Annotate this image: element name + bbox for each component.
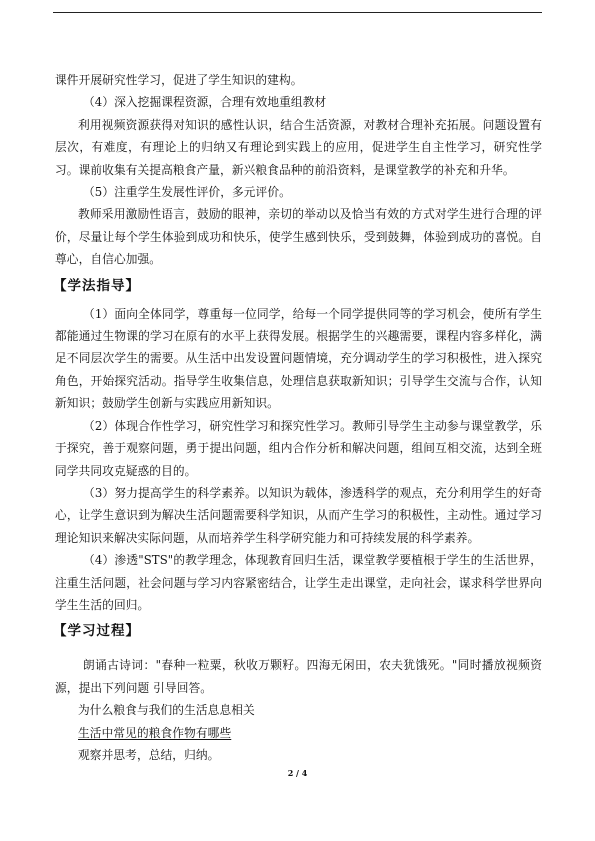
paragraph: 教师采用激励性语言，鼓励的眼神，亲切的举动以及恰当有效的方式对学生进行合理的评价，尽量让每个学生体验到成功和快乐，使学生感到快乐，受到鼓舞，体验到成功的喜悦。自尊心，自信心加强。 xyxy=(55,207,542,267)
paragraph: （2）体现合作性学习，研究性学习和探究性学习。教师引导学生主动参与课堂教学，乐于探究，善于观察问题，勇于提出问题，组内合作分析和解决问题，组间互相交流，达到全班同学共同攻克疑惑的目的。 xyxy=(55,418,542,478)
section-heading-study-guide: 【学法指导】 xyxy=(53,277,140,294)
question-item: 观察并思考，总结，归纳。 xyxy=(78,747,220,762)
underlined-text: 生活中常见的粮食作物有哪些 xyxy=(78,725,232,740)
paragraph: （5）注重学生发展性评价，多元评价。 xyxy=(83,185,291,200)
paragraph: （3）努力提高学生的科学素养。以知识为载体，渗透科学的观点，充分利用学生的好奇心，让学生意识到为解决生活问题需要科学知识，从而产生学习的积极性，主动性。通过学习理论知识来解决实际问题，从而培养学生科学研究能力和可持续发展的科学素养。 xyxy=(55,485,542,545)
question-item xyxy=(55,722,542,744)
page-number: 2 / 4 xyxy=(287,768,308,778)
paragraph: （4）渗透"STS"的教学理念，体现教育回归生活，课堂教学要植根于学生的生活世界，注重生活问题，社会问题与学习内容紧密结合，让学生走出课堂，走向社会，谋求科学世界向学生生活的回归。 xyxy=(55,553,542,612)
paragraph: （1）面向全体同学，尊重每一位同学，给每一个同学提供同等的学习机会，使所有学生都能通过生物课的学习在原有的水平上获得发展。根据学生的兴趣需要，课程内容多样化，满足不同层次学生的需要。从生活中出发设置问题情境，充分调动学生的学习积极性，进入探究角色，开始探究活动。指导学生收集信息，处理信息获取新知识；引导学生交流与合作，认知新知识；鼓励学生创新与实践应用新知识。 xyxy=(55,306,542,411)
paragraph: 利用视频资源获得对知识的感性认识，结合生活资源，对教材合理补充拓展。问题设置有层次，有难度，有理论上的归纳又有理论到实践上的应用，促进学生自主性学习，研究性学习。课前收集有关提高粮食产量，新兴粮食品种的前沿资料，是课堂教学的补充和升华。 xyxy=(55,117,542,177)
paragraph: 课件开展研究性学习，促进了学生知识的建构。 xyxy=(55,73,303,87)
question-item: 为什么粮食与我们的生活息息相关 xyxy=(78,703,255,718)
paragraph: （4）深入挖掘课程资源，合理有效地重组教材 xyxy=(83,95,327,110)
header-rule xyxy=(53,12,542,13)
document-body xyxy=(55,69,542,766)
section-heading-learning-process: 【学习过程】 xyxy=(53,623,140,640)
paragraph: 朗诵古诗词："春种一粒粟，秋收万颗籽。四海无闲田，农夫犹饿死。"同时播放视频资源，提出下列问题 引导回答。 xyxy=(55,658,542,695)
